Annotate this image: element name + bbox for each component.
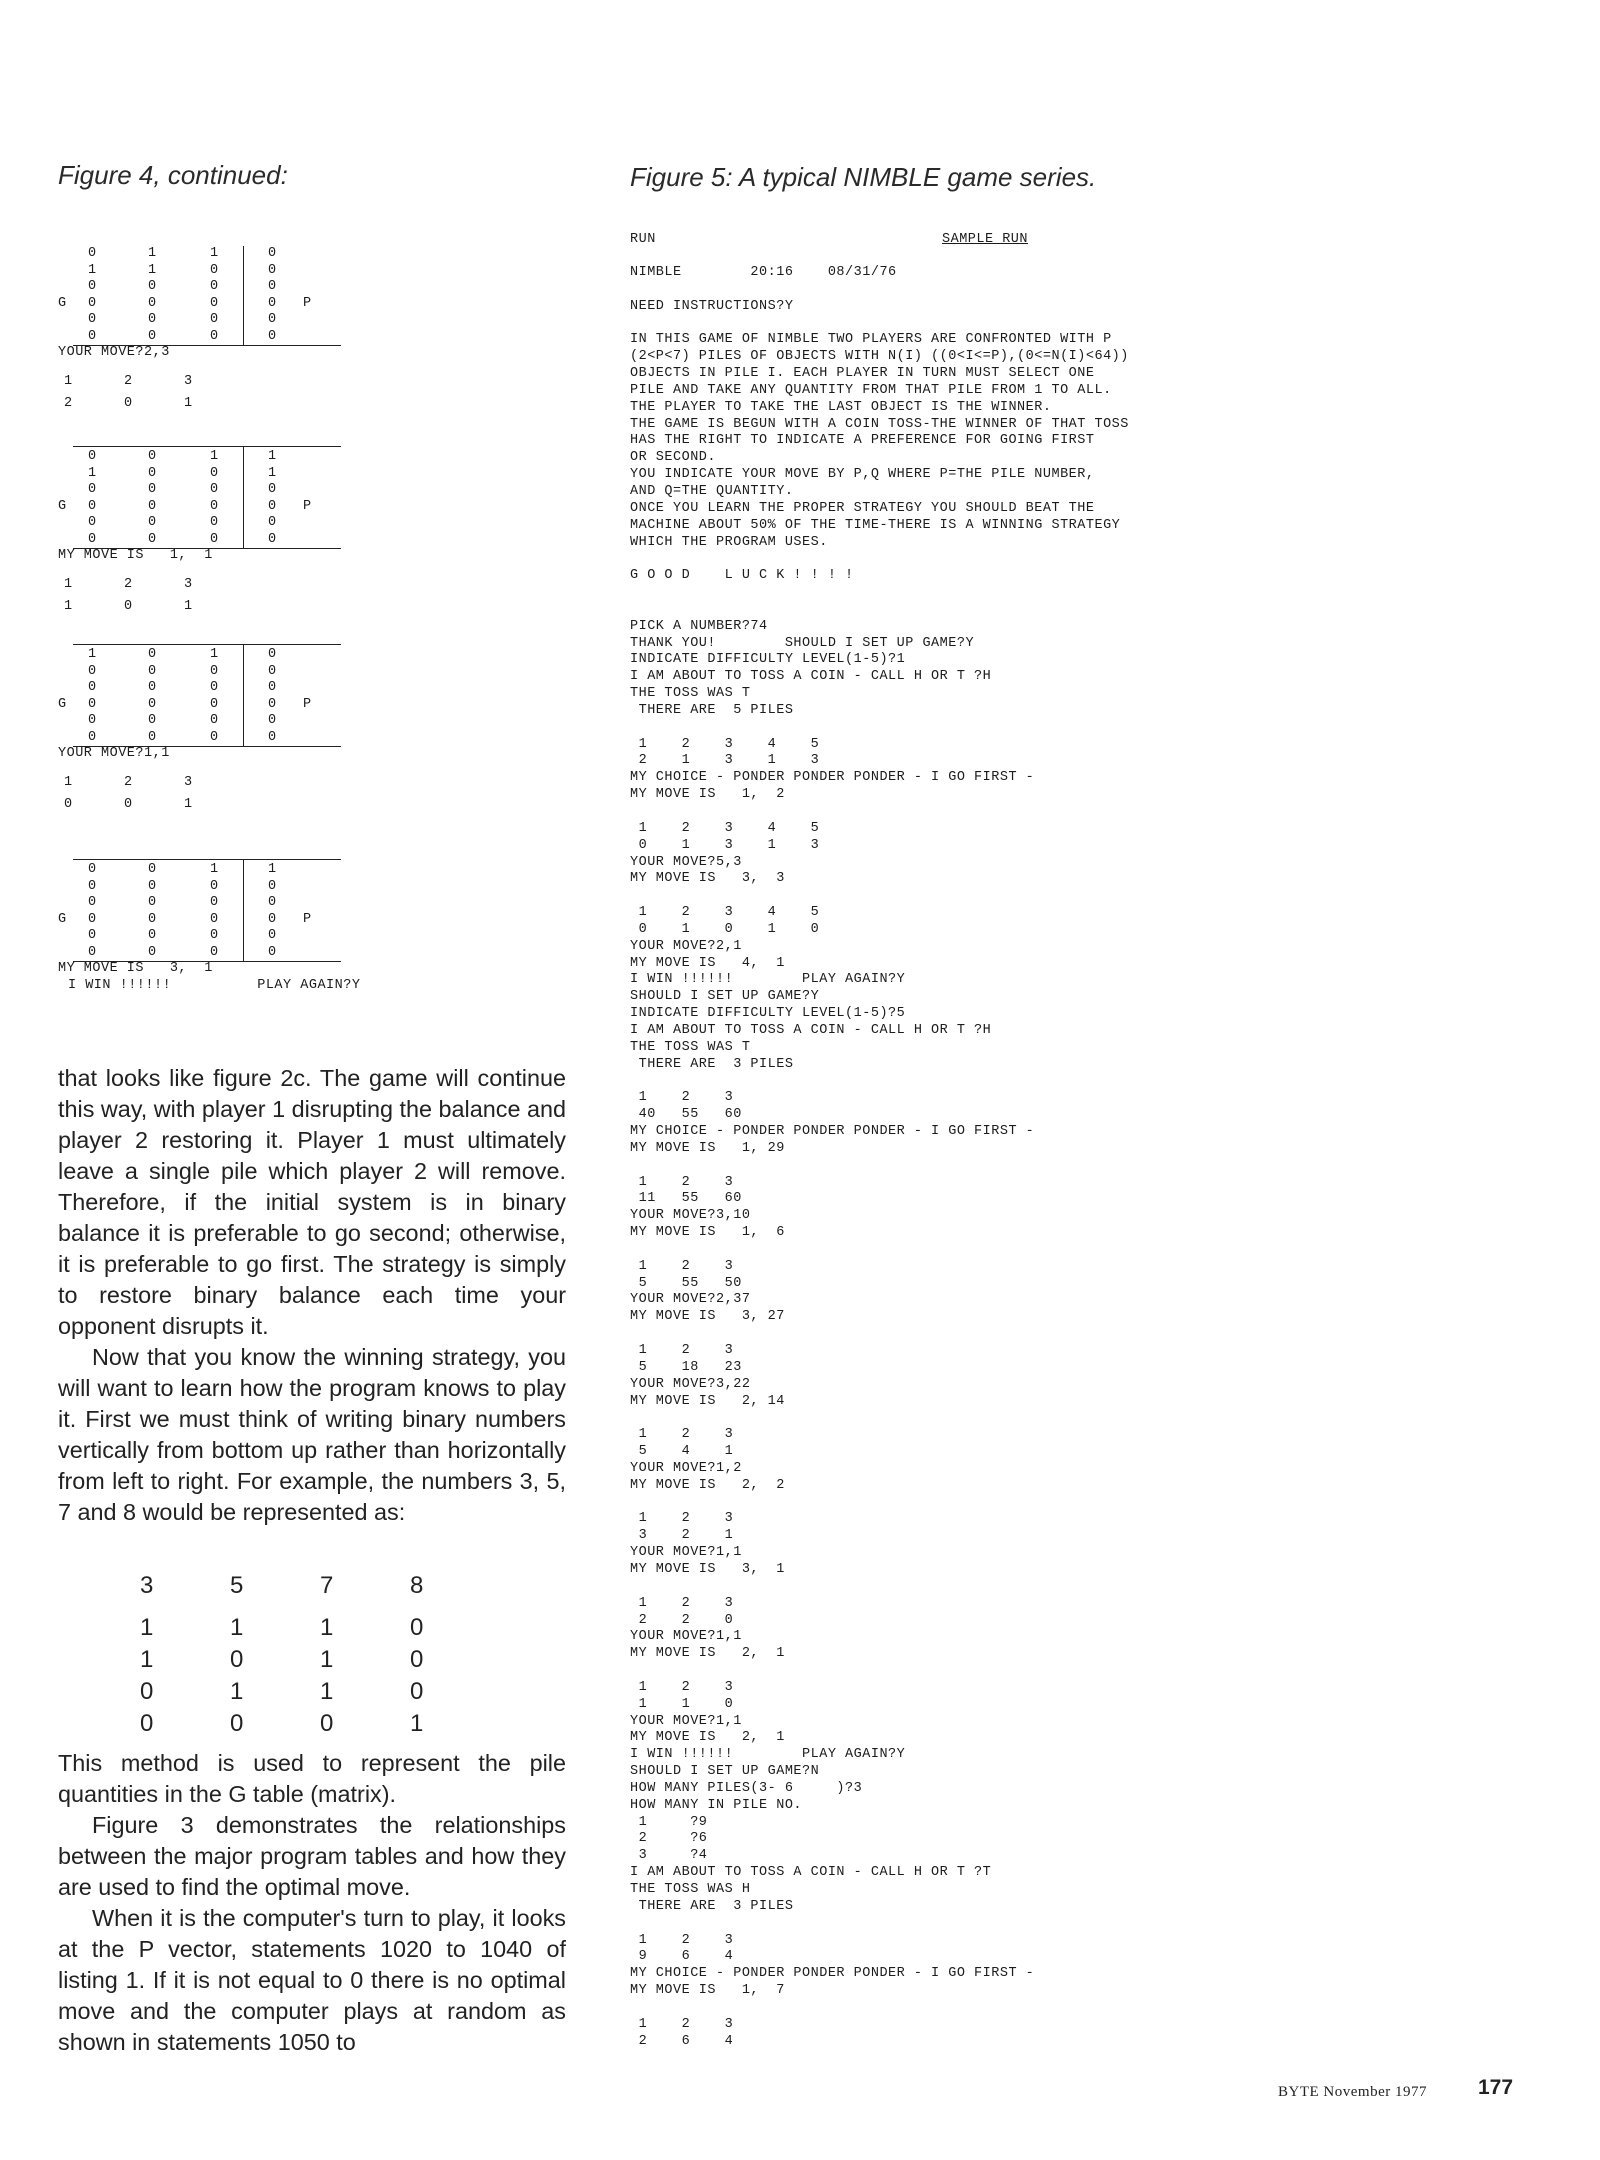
g-matrix-cell: 0 (148, 328, 157, 344)
g-matrix-row (58, 246, 438, 263)
g-matrix-cell: 0 (88, 911, 97, 927)
p-vector-label: P (303, 295, 312, 311)
g-matrix-cell: 0 (148, 663, 157, 679)
binary-header-cell: 7 (320, 1572, 334, 1599)
p-vector-cell: 0 (268, 713, 277, 728)
p-vector-cell: 0 (268, 944, 277, 960)
g-matrix-row (58, 279, 438, 296)
paragraph: When it is the computer's turn to play, it looks at the P vector, statements 1020 to 1040 of listing 1. If it is not equal to 0 there is no optimal move and the computer plays at random as shown in statements 1050 to (58, 1905, 566, 2055)
g-matrix-cell: 0 (88, 944, 97, 960)
g-matrix-row (58, 329, 438, 346)
p-vector-cell: 0 (268, 246, 277, 261)
g-matrix-row (58, 263, 438, 280)
g-matrix-cell: 0 (148, 647, 157, 662)
matrix-bottom-rule (73, 345, 341, 346)
g-matrix-cell: 1 (210, 246, 219, 261)
g-matrix-row (58, 482, 438, 499)
g-matrix-row (58, 730, 438, 747)
g-matrix-cell: 0 (88, 531, 97, 547)
matrix-bottom-rule (73, 548, 341, 549)
g-matrix-row (58, 664, 438, 681)
g-matrix-cell: 0 (88, 696, 97, 712)
g-matrix-row (58, 499, 438, 516)
matrix-block (58, 449, 438, 635)
g-matrix-cell: 0 (148, 729, 157, 745)
g-matrix-cell: 0 (210, 713, 219, 728)
pile-count: 0 (124, 599, 133, 614)
g-matrix-cell: 0 (210, 878, 219, 894)
g-matrix-cell: 1 (148, 246, 157, 261)
g-matrix-cell: 0 (210, 498, 219, 514)
p-vector-cell: 0 (268, 515, 277, 530)
binary-header-cell: 3 (140, 1572, 154, 1599)
pile-count: 1 (184, 797, 193, 812)
g-matrix-cell: 0 (88, 279, 97, 294)
magazine-issue: BYTE November 1977 (1278, 2084, 1427, 2100)
g-matrix-cell: 0 (88, 895, 97, 910)
g-matrix-cell: 0 (88, 498, 97, 514)
g-matrix-cell: 1 (210, 647, 219, 662)
g-matrix-cell: 0 (210, 482, 219, 497)
pile-number: 3 (184, 374, 193, 389)
pile-number: 1 (64, 374, 73, 389)
page-footer (1278, 2083, 1427, 2101)
binary-cell: 0 (230, 1710, 244, 1737)
paragraph: Figure 3 demonstrates the relationships between the major program tables and how they are used to find the optimal move. (58, 1812, 566, 1900)
binary-cell: 1 (140, 1646, 154, 1673)
g-matrix-label: G (58, 696, 67, 712)
g-matrix-cell: 0 (210, 465, 219, 481)
paragraph: Now that you know the winning strategy, you will want to learn how the program knows to play it. First we must think of writing binary numbers vertically from bottom up rather than horizontally from left to right. For example, the numbers 3, 5, 7 and 8 would be represented as: (58, 1344, 566, 1525)
g-matrix-cell: 0 (148, 312, 157, 327)
move-line: YOUR MOVE?1,1 (58, 746, 170, 761)
g-matrix-row (58, 713, 438, 730)
g-matrix-row (58, 928, 438, 945)
binary-cell: 0 (140, 1678, 154, 1705)
binary-cell: 1 (410, 1710, 424, 1737)
run-label: RUN (630, 232, 656, 247)
g-matrix-cell: 0 (210, 312, 219, 327)
binary-cell: 0 (230, 1646, 244, 1673)
p-vector-cell: 1 (268, 862, 277, 877)
p-vector-cell: 0 (268, 878, 277, 894)
g-matrix-cell: 0 (210, 944, 219, 960)
g-matrix-cell: 0 (88, 328, 97, 344)
binary-cell: 0 (320, 1710, 334, 1737)
g-matrix-cell: 0 (88, 246, 97, 261)
g-matrix-cell: 1 (88, 647, 97, 662)
g-matrix-row (58, 945, 438, 962)
matrix-block (58, 862, 438, 993)
matrix-top-rule (73, 859, 341, 860)
p-vector-cell: 0 (268, 680, 277, 695)
matrix-top-rule (73, 446, 341, 447)
g-matrix-cell: 0 (148, 465, 157, 481)
g-matrix-row (58, 697, 438, 714)
pile-count: 0 (124, 396, 133, 411)
page-number-box (1478, 2076, 1513, 2100)
pile-count: 1 (184, 396, 193, 411)
g-matrix-cell: 0 (210, 696, 219, 712)
g-matrix-cell: 0 (210, 911, 219, 927)
g-matrix-cell: 1 (88, 262, 97, 278)
g-matrix-cell: 1 (210, 449, 219, 464)
g-matrix-cell: 0 (148, 878, 157, 894)
g-matrix-cell: 0 (148, 911, 157, 927)
pile-number: 3 (184, 577, 193, 592)
pile-number: 2 (124, 577, 133, 592)
g-matrix-cell: 0 (210, 295, 219, 311)
g-matrix-row (58, 312, 438, 329)
article-body-continued (58, 1748, 566, 2058)
g-matrix-cell: 0 (148, 515, 157, 530)
move-line: MY MOVE IS 1, 1 (58, 548, 213, 563)
g-matrix-row (58, 466, 438, 483)
g-matrix-label: G (58, 295, 67, 311)
p-vector-cell: 0 (268, 911, 277, 927)
p-vector-cell: 0 (268, 729, 277, 745)
g-matrix-cell: 0 (148, 713, 157, 728)
p-vector-cell: 1 (268, 465, 277, 481)
g-matrix-row (58, 895, 438, 912)
g-matrix-row (58, 680, 438, 697)
g-matrix-cell: 0 (210, 279, 219, 294)
g-matrix-cell: 0 (210, 515, 219, 530)
p-vector-label: P (303, 911, 312, 927)
matrix-block (58, 246, 438, 432)
binary-cell: 1 (230, 1678, 244, 1705)
p-vector-cell: 0 (268, 647, 277, 662)
g-matrix-label: G (58, 498, 67, 514)
binary-cell: 0 (140, 1710, 154, 1737)
g-matrix-cell: 0 (210, 262, 219, 278)
g-matrix-cell: 0 (148, 944, 157, 960)
p-vector-divider (243, 246, 244, 345)
g-matrix-row (58, 515, 438, 532)
g-matrix-row (58, 862, 438, 879)
g-matrix-cell: 0 (210, 663, 219, 679)
g-matrix-cell: 0 (210, 729, 219, 745)
p-vector-divider (243, 644, 244, 746)
g-matrix-cell: 1 (210, 862, 219, 877)
figure-5-caption: Figure 5: A typical NIMBLE game series. (630, 162, 1097, 192)
binary-example-table (140, 1572, 500, 1742)
g-matrix-cell: 0 (88, 928, 97, 943)
pile-count: 1 (64, 599, 73, 614)
g-matrix-row (58, 647, 438, 664)
g-matrix-cell: 0 (88, 449, 97, 464)
pile-count: 0 (124, 797, 133, 812)
g-matrix-row (58, 296, 438, 313)
matrix-bottom-rule (73, 961, 341, 962)
move-line: YOUR MOVE?2,3 (58, 345, 170, 360)
p-vector-cell: 1 (268, 449, 277, 464)
g-matrix-cell: 0 (148, 928, 157, 943)
binary-cell: 0 (410, 1614, 424, 1641)
p-vector-cell: 0 (268, 895, 277, 910)
g-matrix-cell: 0 (148, 449, 157, 464)
g-matrix-cell: 0 (88, 713, 97, 728)
pile-number: 1 (64, 775, 73, 790)
g-matrix-cell: 0 (88, 515, 97, 530)
pile-number: 2 (124, 775, 133, 790)
paragraph: that looks like figure 2c. The game will continue this way, with player 1 disrupting the balance and player 2 restoring it. Player 1 must ultimately leave a single pile which player 2 will remove. Therefore, if the initial system is in binary balance it is preferable to go second; otherwise, it is preferable to go first. The strategy is simply to restore binary balance each time your opponent disrupts it. (58, 1065, 566, 1339)
p-vector-cell: 0 (268, 312, 277, 327)
g-matrix-cell: 0 (210, 895, 219, 910)
g-matrix-cell: 0 (210, 531, 219, 547)
p-vector-cell: 0 (268, 482, 277, 497)
nimble-sample-run-listing: NIMBLE 20:16 08/31/76 NEED INSTRUCTIONS?Y IN THIS GAME OF NIMBLE TWO PLAYERS ARE CONFRONTED WITH P (2<P<7) PILES OF OBJECTS WITH N(I) ((0<I<=P),(0<=N(I)<64)) OBJECTS IN PILE I. EACH PLAYER IN TURN MUST SELECT ONE PILE AND TAKE ANY QUANTITY FROM THAT PILE FROM 1 TO ALL. THE PLAYER TO TAKE THE LAST OBJECT IS THE WINNER. THE GAME IS BEGUN WITH A COIN TOSS-THE WINNER OF THAT TOSS HAS THE RIGHT TO INDICATE A PREFERENCE FOR GOING FIRST OR SECOND. YOU INDICATE YOUR MOVE BY P,Q WHERE P=THE PILE NUMBER, AND Q=THE QUANTITY. ONCE YOU LEARN THE PROPER STRATEGY YOU SHOULD BEAT THE MACHINE ABOUT 50% OF THE TIME-THERE IS A WINNING STRATEGY WHICH THE PROGRAM USES. G O O D L U C K ! ! ! ! PICK A NUMBER?74 THANK YOU! SHOULD I SET UP GAME?Y INDICATE DIFFICULTY LEVEL(1-5)?1 I AM ABOUT TO TOSS A COIN - CALL H OR T ?H THE TOSS WAS T THERE ARE 5 PILES 1 2 3 4 5 2 1 3 1 3 MY CHOICE - PONDER PONDER PONDER - I GO FIRST - MY MOVE IS 1, 2 1 2 3 4 5 0 1 3 1 3 YOUR MOVE?5,3 MY MOVE IS 3, 3 1 2 3 4 5 0 1 0 1 0 YOUR MOVE?2,1 MY MOVE IS 4, 1 I WIN !!!!!! PLAY AGAIN?Y SHOULD I SET UP GAME?Y INDICATE DIFFICULTY LEVEL(1-5)?5 I AM ABOUT TO TOSS A COIN - CALL H OR T ?H THE TOSS WAS T THERE ARE 3 PILES 1 2 3 40 55 60 MY CHOICE - PONDER PONDER PONDER - I GO FIRST - MY MOVE IS 1, 29 1 2 3 11 55 60 YOUR MOVE?3,10 MY MOVE IS 1, 6 1 2 3 5 55 50 YOUR MOVE?2,37 MY MOVE IS 3, 27 1 2 3 5 18 23 YOUR MOVE?3,22 MY MOVE IS 2, 14 1 2 3 5 4 1 YOUR MOVE?1,2 MY MOVE IS 2, 2 1 2 3 3 2 1 YOUR MOVE?1,1 MY MOVE IS 3, 1 1 2 3 2 2 0 YOUR MOVE?1,1 MY MOVE IS 2, 1 1 2 3 1 1 0 YOUR MOVE?1,1 MY MOVE IS 2, 1 I WIN !!!!!! PLAY AGAIN?Y SHOULD I SET UP GAME?N HOW MANY PILES(3- 6 )?3 HOW MANY IN PILE NO. 1 ?9 2 ?6 3 ?4 I AM ABOUT TO TOSS A COIN - CALL H OR T ?T THE TOSS WAS H THERE ARE 3 PILES 1 2 3 9 6 4 MY CHOICE - PONDER PONDER PONDER - I GO FIRST - MY MOVE IS 1, 7 1 2 3 2 6 4 (630, 265, 1129, 2049)
g-matrix-cell: 0 (88, 680, 97, 695)
p-vector-label: P (303, 498, 312, 514)
pile-count: 0 (64, 797, 73, 812)
p-vector-divider (243, 859, 244, 961)
p-vector-cell: 0 (268, 928, 277, 943)
pile-number: 3 (184, 775, 193, 790)
g-matrix-cell: 0 (148, 696, 157, 712)
g-matrix-cell: 0 (88, 862, 97, 877)
binary-header-cell: 8 (410, 1572, 424, 1599)
g-matrix-label: G (58, 911, 67, 927)
p-vector-cell: 0 (268, 328, 277, 344)
g-matrix-cell: 0 (148, 482, 157, 497)
p-vector-cell: 0 (268, 663, 277, 679)
matrix-bottom-rule (73, 746, 341, 747)
binary-header-cell: 5 (230, 1572, 244, 1599)
g-matrix-cell: 0 (148, 680, 157, 695)
win-line: I WIN !!!!!! PLAY AGAIN?Y (68, 978, 361, 993)
page-number: 177 (1478, 2076, 1514, 2099)
g-matrix-cell: 0 (88, 312, 97, 327)
matrix-block (58, 647, 438, 833)
binary-cell: 1 (320, 1678, 334, 1705)
binary-cell: 0 (410, 1646, 424, 1673)
p-vector-cell: 0 (268, 696, 277, 712)
g-matrix-cell: 0 (148, 295, 157, 311)
g-matrix-cell: 0 (88, 295, 97, 311)
pile-number: 1 (64, 577, 73, 592)
p-vector-cell: 0 (268, 262, 277, 278)
g-matrix-cell: 1 (148, 262, 157, 278)
g-matrix-cell: 0 (210, 328, 219, 344)
g-matrix-cell: 0 (88, 482, 97, 497)
matrix-top-rule (73, 644, 341, 645)
binary-cell: 1 (140, 1614, 154, 1641)
g-matrix-row (58, 449, 438, 466)
pile-count: 2 (64, 396, 73, 411)
binary-cell: 0 (410, 1678, 424, 1705)
p-vector-cell: 0 (268, 531, 277, 547)
p-vector-cell: 0 (268, 279, 277, 294)
g-matrix-row (58, 912, 438, 929)
p-vector-label: P (303, 696, 312, 712)
g-matrix-cell: 0 (148, 498, 157, 514)
g-matrix-cell: 0 (148, 531, 157, 547)
g-matrix-cell: 0 (148, 862, 157, 877)
binary-cell: 1 (320, 1646, 334, 1673)
pile-number: 2 (124, 374, 133, 389)
figure-4-caption: Figure 4, continued: (58, 160, 288, 190)
article-body (58, 1063, 566, 1528)
paragraph: This method is used to represent the pile quantities in the G table (matrix). (58, 1750, 566, 1807)
g-matrix-cell: 0 (88, 729, 97, 745)
sample-run-label: SAMPLE RUN (942, 232, 1029, 247)
move-line: MY MOVE IS 3, 1 (58, 961, 213, 976)
g-matrix-cell: 0 (210, 680, 219, 695)
p-vector-divider (243, 446, 244, 548)
g-matrix-cell: 0 (210, 928, 219, 943)
p-vector-cell: 0 (268, 295, 277, 311)
g-matrix-row (58, 532, 438, 549)
g-matrix-cell: 0 (148, 895, 157, 910)
binary-cell: 1 (320, 1614, 334, 1641)
g-matrix-cell: 0 (88, 663, 97, 679)
binary-cell: 1 (230, 1614, 244, 1641)
g-matrix-cell: 0 (148, 279, 157, 294)
pile-count: 1 (184, 599, 193, 614)
g-matrix-cell: 1 (88, 465, 97, 481)
g-matrix-cell: 0 (88, 878, 97, 894)
g-matrix-row (58, 879, 438, 896)
p-vector-cell: 0 (268, 498, 277, 514)
